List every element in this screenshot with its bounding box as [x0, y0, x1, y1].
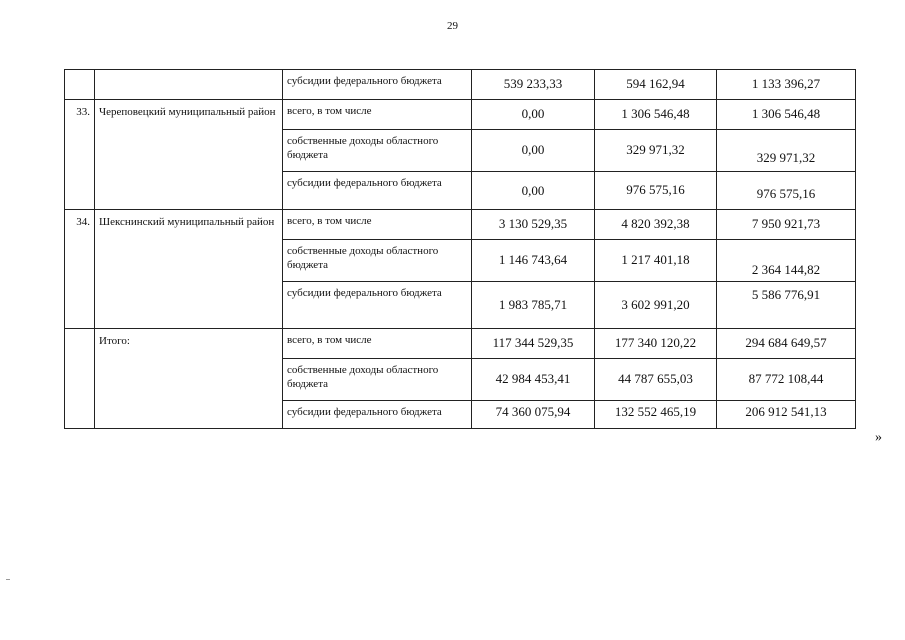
amount-value: 2 364 144,82 [751, 262, 821, 277]
amount-value: 1 306 546,48 [751, 106, 821, 121]
amount-value: 3 602 991,20 [621, 297, 690, 312]
amount-cell-2 [595, 359, 717, 401]
amount-cell-3 [717, 282, 856, 329]
amount-cell-2 [595, 329, 717, 359]
row-number-cell: 34. [65, 210, 95, 329]
amount-value: 177 340 120,22 [614, 335, 697, 350]
amount-cell-2 [595, 70, 717, 100]
amount-cell-3 [717, 329, 856, 359]
amount-cell-1 [472, 240, 595, 282]
row-number-cell: 33. [65, 100, 95, 210]
amount-cell-1 [472, 359, 595, 401]
amount-value: 87 772 108,44 [748, 371, 824, 386]
funding-type-cell: всего, в том числе [283, 329, 472, 359]
amount-value: 0,00 [521, 183, 545, 198]
funding-type-cell: субсидии федерального бюджета [283, 401, 472, 429]
district-name-cell: Шекснинский муниципальный район [95, 210, 283, 329]
amount-value: 329 971,32 [756, 150, 816, 165]
district-name-cell: Итого: [95, 329, 283, 429]
budget-table-body [65, 70, 856, 429]
row-number-cell [65, 70, 95, 100]
table-row [65, 100, 856, 130]
closing-quote: » [875, 430, 882, 445]
amount-value: 206 912 541,13 [745, 404, 827, 419]
margin-mark [6, 579, 10, 580]
amount-value: 294 684 649,57 [745, 335, 827, 350]
amount-value: 0,00 [521, 142, 545, 157]
amount-cell-1 [472, 210, 595, 240]
amount-value: 976 575,16 [626, 182, 685, 197]
amount-cell-2 [595, 240, 717, 282]
amount-cell-3 [717, 401, 856, 429]
amount-value: 44 787 655,03 [618, 371, 693, 386]
funding-type-cell: собственные доходы областного бюджета [283, 130, 472, 172]
amount-value: 539 233,33 [503, 76, 563, 91]
amount-value: 1 146 743,64 [498, 252, 568, 267]
table-row [65, 70, 856, 100]
amount-cell-3 [717, 70, 856, 100]
amount-cell-1 [472, 130, 595, 172]
amount-value: 74 360 075,94 [495, 404, 571, 419]
amount-cell-3 [717, 100, 856, 130]
table-row [65, 329, 856, 359]
amount-cell-3 [717, 240, 856, 282]
amount-value: 42 984 453,41 [495, 371, 571, 386]
table-row [65, 210, 856, 240]
amount-cell-3 [717, 210, 856, 240]
amount-value: 4 820 392,38 [621, 216, 690, 231]
amount-value: 1 306 546,48 [621, 106, 690, 121]
amount-cell-2 [595, 401, 717, 429]
amount-value: 0,00 [521, 106, 545, 121]
amount-value: 117 344 529,35 [492, 335, 574, 350]
amount-cell-2 [595, 282, 717, 329]
funding-type-cell: собственные доходы областного бюджета [283, 359, 472, 401]
amount-cell-1 [472, 401, 595, 429]
amount-cell-1 [472, 172, 595, 210]
amount-cell-2 [595, 130, 717, 172]
amount-cell-2 [595, 100, 717, 130]
budget-table [64, 69, 856, 429]
district-name-cell: Череповецкий муниципальный район [95, 100, 283, 210]
amount-value: 3 130 529,35 [498, 216, 568, 231]
amount-cell-3 [717, 172, 856, 210]
amount-value: 594 162,94 [626, 76, 685, 91]
amount-cell-1 [472, 70, 595, 100]
amount-value: 1 133 396,27 [751, 76, 821, 91]
amount-value: 5 586 776,91 [751, 287, 821, 302]
row-number-cell [65, 329, 95, 429]
amount-cell-3 [717, 130, 856, 172]
funding-type-cell: собственные доходы областного бюджета [283, 240, 472, 282]
funding-type-cell: всего, в том числе [283, 100, 472, 130]
amount-cell-2 [595, 172, 717, 210]
amount-cell-1 [472, 282, 595, 329]
amount-cell-1 [472, 100, 595, 130]
amount-cell-2 [595, 210, 717, 240]
funding-type-cell: субсидии федерального бюджета [283, 70, 472, 100]
amount-value: 329 971,32 [626, 142, 685, 157]
funding-type-cell: субсидии федерального бюджета [283, 282, 472, 329]
funding-type-cell: всего, в том числе [283, 210, 472, 240]
amount-cell-3 [717, 359, 856, 401]
amount-value: 1 983 785,71 [498, 297, 568, 312]
funding-type-cell: субсидии федерального бюджета [283, 172, 472, 210]
page-number: 29 [447, 20, 458, 32]
amount-cell-1 [472, 329, 595, 359]
amount-value: 132 552 465,19 [614, 404, 697, 419]
district-name-cell [95, 70, 283, 100]
amount-value: 976 575,16 [756, 186, 816, 201]
amount-value: 1 217 401,18 [621, 252, 690, 267]
amount-value: 7 950 921,73 [751, 216, 821, 231]
